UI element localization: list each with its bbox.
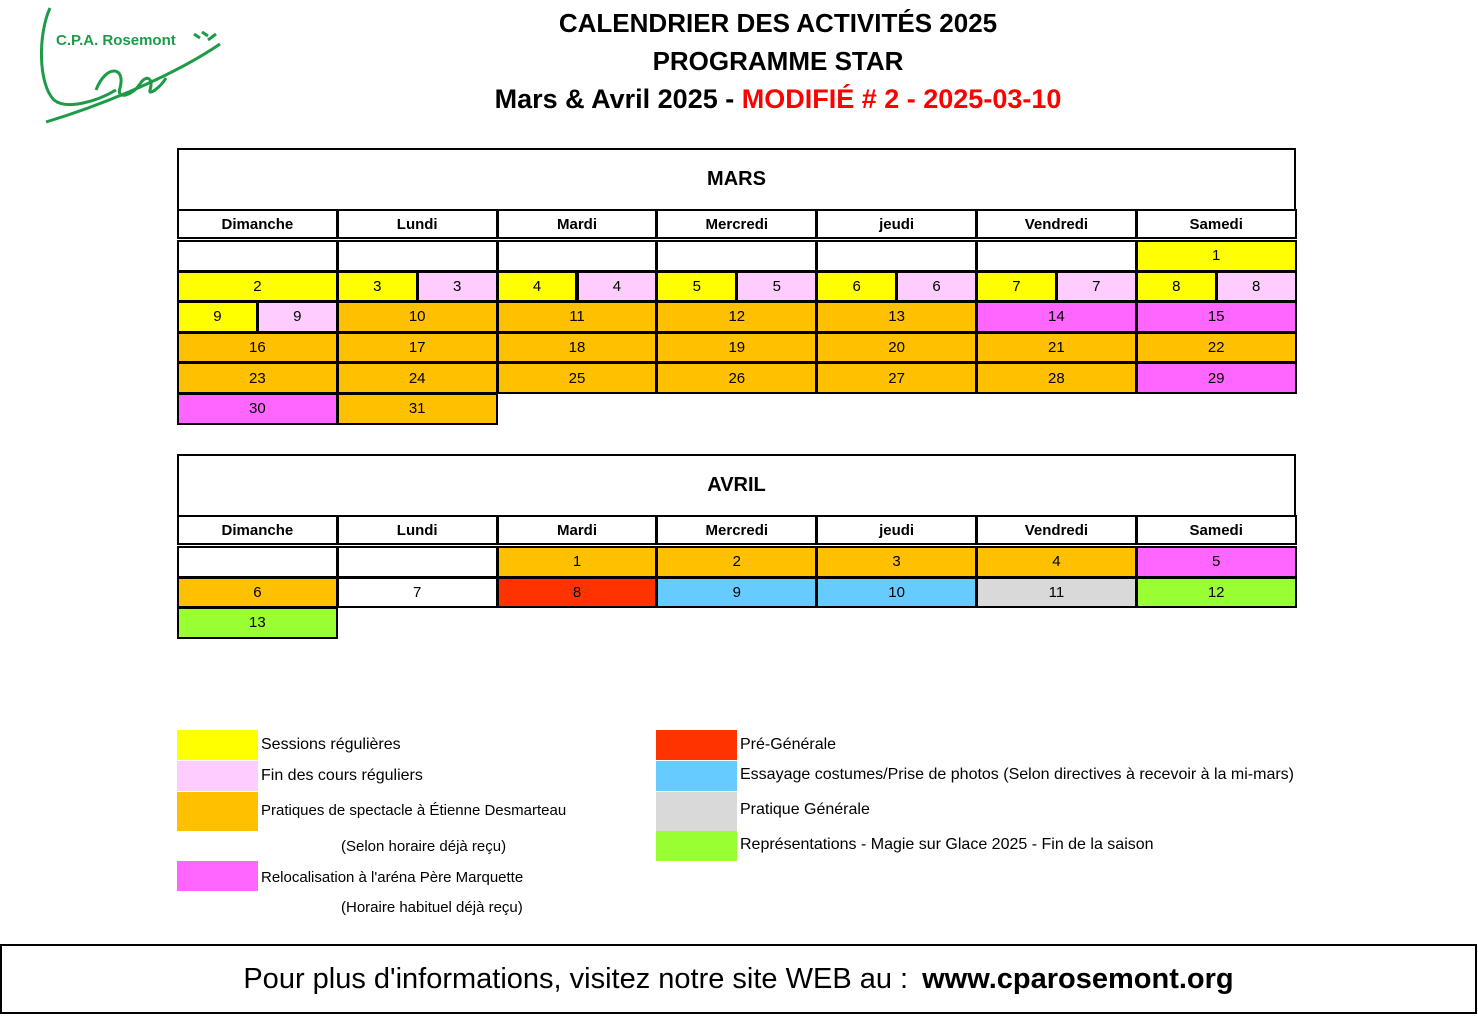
empty-cell [337, 546, 498, 578]
day-cell: 10 [337, 301, 498, 333]
footer-text: Pour plus d'informations, visitez notre site WEB au : [243, 962, 909, 995]
logo-text: C.P.A. Rosemont [56, 32, 176, 49]
day-cell: 20 [816, 332, 977, 364]
day-cell: 3 [816, 546, 977, 578]
day-cell: 7 [337, 577, 498, 609]
weekday-header-mercredi: Mercredi [656, 515, 817, 545]
footer-banner [0, 944, 1477, 1014]
day-cell: 8 [497, 577, 658, 609]
legend-essayage: Essayage costumes/Prise de photos (Selon directives à recevoir à la mi-mars) [740, 766, 1294, 783]
day-cell: 26 [656, 362, 817, 394]
day-cell: 15 [1136, 301, 1297, 333]
day-cell: 17 [337, 332, 498, 364]
day-cell: 28 [976, 362, 1137, 394]
weekday-header-vendredi: Vendredi [976, 209, 1137, 239]
day-cell: 18 [497, 332, 658, 364]
legend-pre-generale: Pré-Générale [740, 736, 837, 753]
legend-swatch-sessions [177, 730, 258, 760]
day-cell: 1 [1136, 240, 1297, 272]
day-cell: 27 [816, 362, 977, 394]
day-cell: 2 [177, 271, 338, 303]
weekday-header-lundi: Lundi [337, 515, 498, 545]
footer-website-link[interactable]: www.cparosemont.org [922, 962, 1234, 995]
day-cell: 25 [497, 362, 658, 394]
day-cell: 5 [1136, 546, 1297, 578]
weekday-header-mercredi: Mercredi [656, 209, 817, 239]
month-title-avril: AVRIL [177, 454, 1296, 517]
day-cell: 2 [656, 546, 817, 578]
empty-cell [177, 240, 338, 272]
empty-cell [656, 240, 817, 272]
day-cell: 19 [656, 332, 817, 364]
empty-cell [816, 240, 977, 272]
day-cell: 23 [177, 362, 338, 394]
page-date-line [0, 84, 1478, 115]
day-cell: 11 [976, 577, 1137, 609]
day-cell: 4 [497, 271, 578, 303]
day-cell: 16 [177, 332, 338, 364]
day-cell: 9 [656, 577, 817, 609]
legend-representations: Représentations - Magie sur Glace 2025 - Fin de la saison [740, 836, 1154, 853]
months-label: Mars & Avril 2025 - [494, 84, 742, 114]
weekday-header-jeudi: jeudi [816, 515, 977, 545]
weekday-header-samedi: Samedi [1136, 515, 1297, 545]
legend-swatch-essayage [656, 761, 737, 791]
day-cell: 3 [417, 271, 498, 303]
weekday-header-vendredi: Vendredi [976, 515, 1137, 545]
legend-fin-cours: Fin des cours réguliers [261, 767, 423, 784]
legend-swatch-representations [656, 831, 737, 861]
legend-relocalisation: Relocalisation à l'aréna Père Marquette [261, 869, 524, 886]
day-cell: 21 [976, 332, 1137, 364]
day-cell: 4 [976, 546, 1137, 578]
weekday-header-mardi: Mardi [497, 515, 658, 545]
weekday-header-lundi: Lundi [337, 209, 498, 239]
day-cell: 10 [816, 577, 977, 609]
day-cell: 6 [896, 271, 977, 303]
day-cell: 6 [177, 577, 338, 609]
day-cell: 22 [1136, 332, 1297, 364]
legend-relocalisation-note: (Horaire habituel déjà reçu) [341, 899, 523, 916]
legend-swatch-relocalisation [177, 861, 258, 891]
day-cell: 7 [976, 271, 1057, 303]
day-cell: 8 [1136, 271, 1217, 303]
legend-sessions: Sessions régulières [261, 736, 401, 753]
legend-swatch-pre-generale [656, 730, 737, 760]
legend-pratiques-note: (Selon horaire déjà reçu) [341, 838, 507, 855]
empty-cell [497, 240, 658, 272]
legend-swatch-fin-cours [177, 761, 258, 791]
page-subtitle: PROGRAMME STAR [652, 46, 904, 76]
empty-cell [976, 240, 1137, 272]
day-cell: 30 [177, 393, 338, 425]
month-title-mars: MARS [177, 148, 1296, 211]
weekday-header-jeudi: jeudi [816, 209, 977, 239]
day-cell: 12 [1136, 577, 1297, 609]
day-cell: 4 [577, 271, 658, 303]
day-cell: 5 [736, 271, 817, 303]
day-cell: 3 [337, 271, 418, 303]
day-cell: 5 [656, 271, 737, 303]
day-cell: 14 [976, 301, 1137, 333]
day-cell: 24 [337, 362, 498, 394]
legend-pratiques: Pratiques de spectacle à Étienne Desmarteau [261, 802, 567, 819]
legend-pratique-generale: Pratique Générale [740, 801, 870, 818]
day-cell: 8 [1216, 271, 1297, 303]
day-cell: 6 [816, 271, 897, 303]
day-cell: 31 [337, 393, 498, 425]
page-title: CALENDRIER DES ACTIVITÉS 2025 [558, 8, 998, 38]
weekday-header-samedi: Samedi [1136, 209, 1297, 239]
legend-swatch-pratique-generale [656, 792, 737, 831]
day-cell: 11 [497, 301, 658, 333]
modified-label: MODIFIÉ # 2 - 2025-03-10 [741, 84, 1062, 114]
legend-swatch-pratiques [177, 792, 258, 831]
empty-cell [337, 240, 498, 272]
day-cell: 29 [1136, 362, 1297, 394]
day-cell: 12 [656, 301, 817, 333]
day-cell: 7 [1056, 271, 1137, 303]
day-cell: 9 [177, 301, 258, 333]
weekday-header-dimanche: Dimanche [177, 209, 338, 239]
day-cell: 1 [497, 546, 658, 578]
day-cell: 13 [816, 301, 977, 333]
day-cell: 9 [257, 301, 338, 333]
weekday-header-mardi: Mardi [497, 209, 658, 239]
empty-cell [177, 546, 338, 578]
weekday-header-dimanche: Dimanche [177, 515, 338, 545]
day-cell: 13 [177, 607, 338, 639]
